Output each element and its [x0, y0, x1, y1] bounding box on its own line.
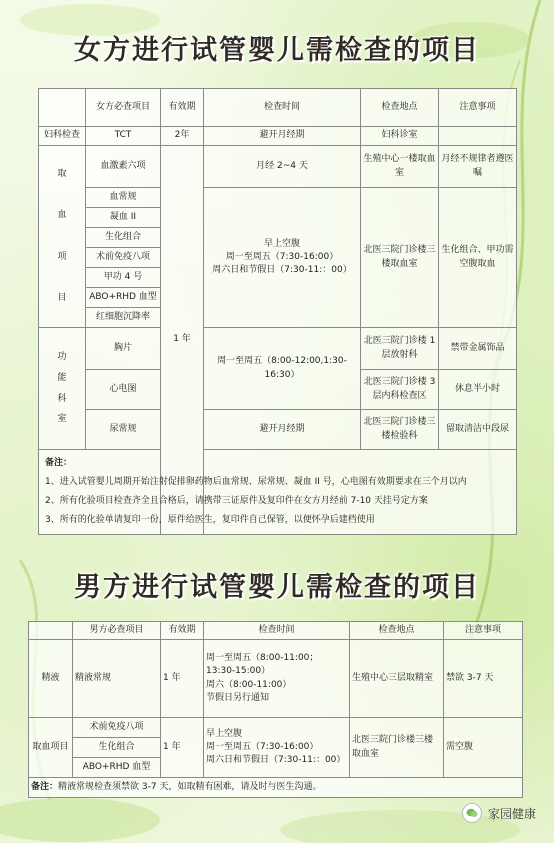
- header-cell: [29, 622, 73, 640]
- note-cell: 禁带金属饰品: [439, 328, 517, 370]
- blood-category-cell: 取 血 项 目: [39, 146, 86, 328]
- footnote-text: 精液常规检查须禁欲 3-7 天，如取精有困难，请及时与医生沟通。: [58, 781, 322, 792]
- note-line: 2、所有化验项目检查齐全且合格后，请携带三证原件及复印件在女方月经前 7-10 天挂号定方案: [45, 495, 428, 506]
- table-row: [29, 640, 523, 718]
- header-cell: 女方必查项目: [86, 89, 161, 127]
- time-cell: 月经 2~4 天: [204, 146, 361, 188]
- time-cell: 避开月经期: [204, 127, 361, 146]
- table-row: [39, 328, 517, 370]
- function-category-cell: 功 能 科 室: [39, 328, 86, 450]
- validity-cell: 1 年: [161, 718, 204, 778]
- place-cell: 北医三院门诊楼三楼检验科: [361, 410, 439, 450]
- note-cell: 需空腹: [444, 718, 523, 778]
- item-cell: ABO+RHD 血型: [86, 288, 161, 308]
- item-cell: ABO+RHD 血型: [73, 758, 161, 778]
- wechat-icon: [462, 803, 482, 823]
- note-cell: 休息半小时: [439, 370, 517, 410]
- category-cell: 精液: [29, 640, 73, 718]
- table-header-row: [29, 622, 523, 640]
- note-cell: 禁欲 3-7 天: [444, 640, 523, 718]
- watermark-text: 家园健康: [487, 806, 536, 821]
- time-cell: 早上空腹 周一至周五（7:30-16:00） 周六日和节假日（7:30-11:：00）: [204, 718, 350, 778]
- item-cell: 心电图: [86, 370, 161, 410]
- table-row: [29, 718, 523, 738]
- watermark: [462, 803, 536, 823]
- item-cell: TCT: [86, 127, 161, 146]
- table-row: [39, 127, 517, 146]
- item-cell: 尿常规: [86, 410, 161, 450]
- item-cell: 甲功 4 号: [86, 268, 161, 288]
- header-cell: 注意事项: [444, 622, 523, 640]
- header-cell: 检查时间: [204, 622, 350, 640]
- note-cell: 月经不规律者遵医嘱: [439, 146, 517, 188]
- time-cell: 周一至周五（8:00-11:00； 13:30-15:00） 周六（8:00-11:00） 节假日另行通知: [204, 640, 350, 718]
- item-cell: 胸片: [86, 328, 161, 370]
- header-cell: 检查地点: [361, 89, 439, 127]
- female-exam-table: [38, 88, 517, 535]
- header-cell: 注意事项: [439, 89, 517, 127]
- validity-cell: 1 年: [161, 640, 204, 718]
- item-cell: 生化组合: [86, 228, 161, 248]
- item-cell: 红细胞沉降率: [86, 308, 161, 328]
- place-cell: 妇科诊室: [361, 127, 439, 146]
- item-cell: 术前免疫八项: [86, 248, 161, 268]
- footnote-cell: [29, 778, 523, 798]
- time-cell: 周一至周五（8:00-12:00,1:30-16:30）: [204, 328, 361, 410]
- item-cell: 术前免疫八项: [73, 718, 161, 738]
- notes-title: 备注：: [45, 458, 73, 468]
- place-cell: 生殖中心三层取精室: [350, 640, 444, 718]
- table-header-row: [39, 89, 517, 127]
- notes-cell: [39, 450, 517, 535]
- note-cell: 生化组合、甲功需空腹取血: [439, 188, 517, 328]
- time-cell: 避开月经期: [204, 410, 361, 450]
- note-line: 1、进入试管婴儿周期开始注射促排卵药物后血常规、尿常规、凝血 II 号，心电图有效期要求在三个月以内: [45, 476, 467, 487]
- place-cell: 北医三院门诊楼三楼取血室: [350, 718, 444, 778]
- table-row: [39, 188, 517, 208]
- female-section-title: 女方进行试管婴儿需检查的项目: [74, 35, 480, 66]
- header-cell: [39, 89, 86, 127]
- header-cell: 有效期: [161, 89, 204, 127]
- male-exam-table: [28, 621, 523, 798]
- item-cell: 精液常规: [73, 640, 161, 718]
- category-cell: 妇科检查: [39, 127, 86, 146]
- category-cell: 取血项目: [29, 718, 73, 778]
- header-cell: 检查时间: [204, 89, 361, 127]
- table-row: [39, 410, 517, 450]
- blood-time-cell: 早上空腹 周一至周五（7:30-16:00） 周六日和节假日（7:30-11:：00）: [204, 188, 361, 328]
- item-cell: 凝血 II: [86, 208, 161, 228]
- item-cell: 生化组合: [73, 738, 161, 758]
- validity-cell: 1 年: [161, 146, 204, 535]
- male-section-title: 男方进行试管婴儿需检查的项目: [74, 572, 480, 603]
- header-cell: 检查地点: [350, 622, 444, 640]
- header-cell: 男方必查项目: [73, 622, 161, 640]
- place-cell: 北医三院门诊楼 3 层内科检查区: [361, 370, 439, 410]
- item-cell: 血常规: [86, 188, 161, 208]
- place-cell: 生殖中心一楼取血室: [361, 146, 439, 188]
- footnote-label: 备注：: [31, 781, 59, 792]
- footnote-row: [29, 778, 523, 798]
- place-cell: 北医三院门诊楼三楼取血室: [361, 188, 439, 328]
- validity-cell: 2年: [161, 127, 204, 146]
- note-cell: [439, 127, 517, 146]
- item-cell: 血激素六项: [86, 146, 161, 188]
- table-row: [39, 146, 517, 188]
- place-cell: 北医三院门诊楼 1 层放射科: [361, 328, 439, 370]
- note-cell: 留取清洁中段尿: [439, 410, 517, 450]
- notes-row: [39, 450, 517, 535]
- note-line: 3、所有的化验单请复印一份，原件给医生，复印件自己保管，以便怀孕后建档使用: [45, 514, 375, 525]
- header-cell: 有效期: [161, 622, 204, 640]
